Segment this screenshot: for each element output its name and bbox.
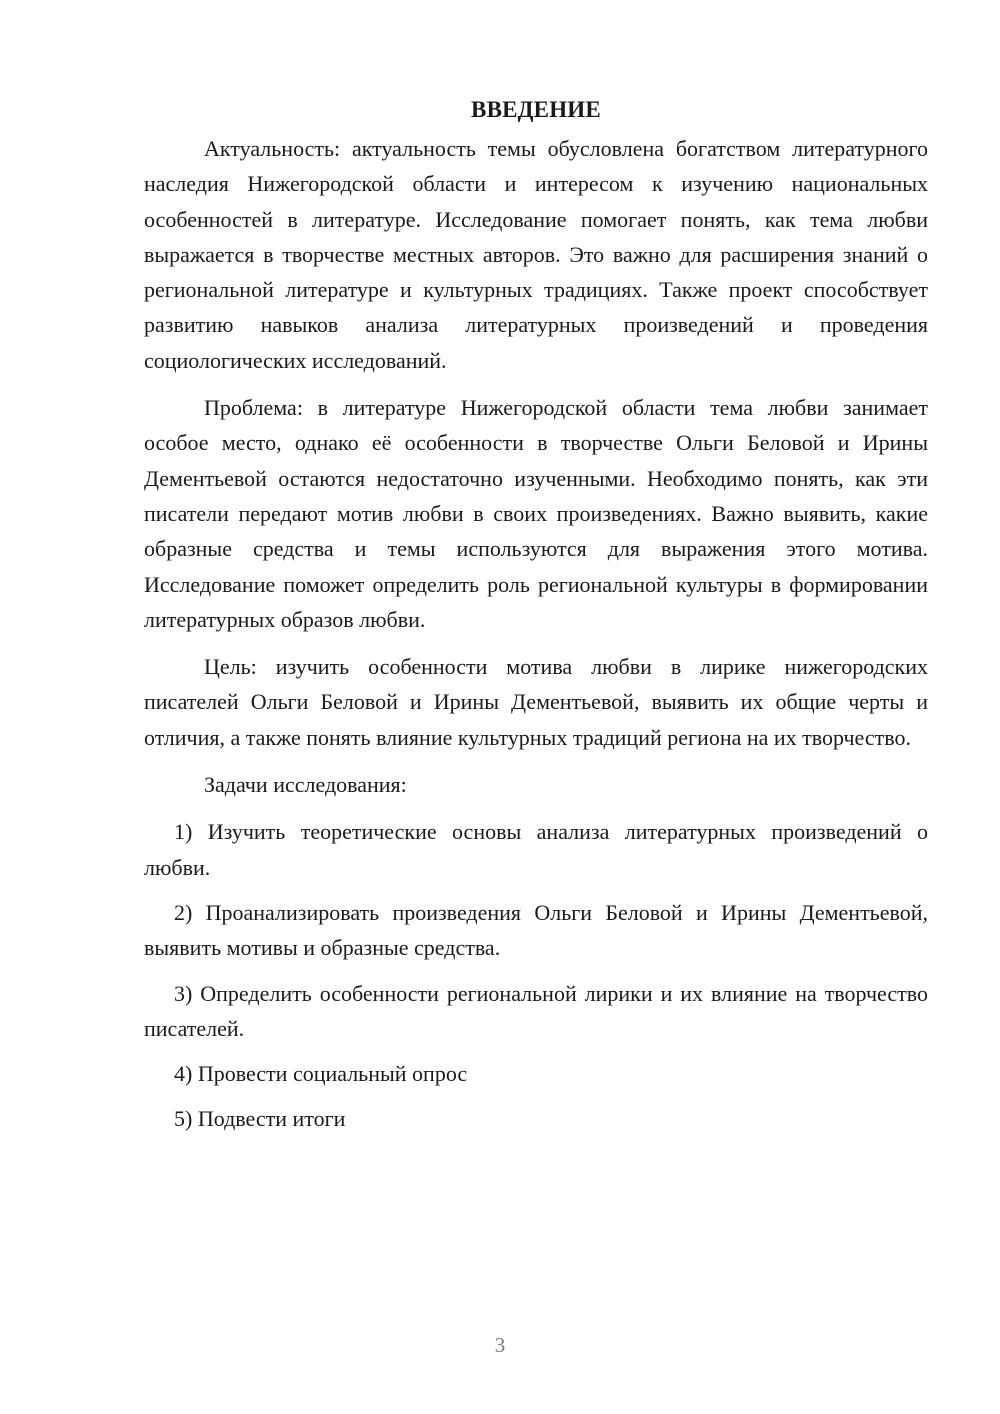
task-item-1: 1) Изучить теоретические основы анализа литературных произведений о любви. — [144, 819, 928, 880]
goal-paragraph: Цель: изучить особенности мотива любви в лирике нижегородских писателей Ольги Беловой и Ирины Дементьевой, выявить их общие черты и отличия, а также понять влияние культурных традиций региона на их творчество. — [144, 654, 928, 750]
task-item-5: 5) Подвести итоги — [174, 1106, 346, 1132]
document-page — [144, 92, 928, 1137]
task-item-2: 2) Проанализировать произведения Ольги Беловой и Ирины Дементьевой, выявить мотивы и образные средства. — [144, 899, 928, 961]
page-title: ВВЕДЕНИЕ — [471, 97, 601, 122]
relevance-paragraph: Актуальность: актуальность темы обусловлена богатством литературного наследия Нижегородской области и интересом к изучению национальных особенностей в литературе. Исследование помогает понять, как тема любви выражается в творчестве местных авторов. Это важно для расширения знаний о региональной литературе и культурных традициях. Также проект способствует развитию навыков анализа литературных произведений и проведения социологических исследований. — [144, 136, 928, 373]
page-number: 3 — [494, 1333, 506, 1357]
task-item-3: 3) Определить особенности региональной лирики и их влияние на творчество писателей. — [144, 980, 928, 1041]
tasks-heading: Задачи исследования: — [204, 772, 407, 798]
task-item-4: 4) Провести социальный опрос — [174, 1061, 468, 1087]
problem-paragraph: Проблема: в литературе Нижегородской области тема любви занимает особое место, однако её особенности в творчестве Ольги Беловой и Ирины Дементьевой остаются недостаточно изученными. Необходимо понять, как эти писатели передают мотив любви в своих произведениях. Важно выявить, какие образные средства и темы используются для выражения этого мотива. Исследование поможет определить роль региональной культуры в формировании литературных образов любви. — [144, 395, 928, 632]
